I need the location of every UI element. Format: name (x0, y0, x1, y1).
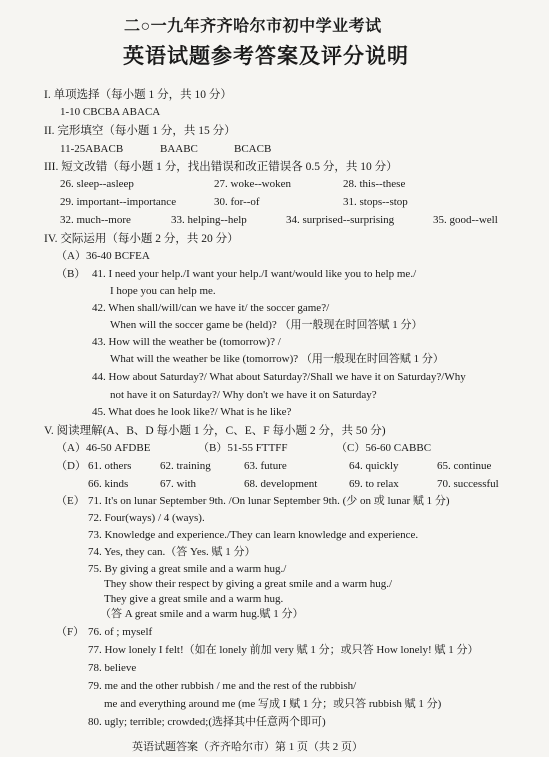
page-title: 英语试题参考答案及评分说明 (123, 44, 409, 68)
answer-77: 77. How lonely I felt!（如在 lonely 前加 very 赋 1 分；或只答 How lonely! 赋 1 分） (88, 644, 479, 656)
list-item: 62. training (160, 460, 211, 472)
list-item: 27. woke--woken (214, 178, 291, 190)
answer-79-alt: me and everything around me (me 写成 I 赋 1 分；或只答 rubbish 赋 1 分) (104, 698, 442, 710)
answer-74: 74. Yes, they can.（答 Yes. 赋 1 分） (88, 546, 256, 558)
answer-71: 71. It's on lunar September 9th. /On lunar September 9th. (少 on 或 lunar 赋 1 分) (88, 495, 450, 507)
answer-73: 73. Knowledge and experience./They can learn knowledge and experience. (88, 529, 419, 541)
section-4-part-a: （A）36-40 BCFEA (56, 250, 150, 262)
answer-75-note: （答 A great smile and a warm hug.赋 1 分） (100, 608, 304, 620)
section-1-heading: I. 单项选择（每小题 1 分，共 10 分） (44, 89, 232, 101)
answer-42-alt: When will the soccer game be (held)? （用一般现在时回答赋 1 分） (110, 319, 423, 331)
answer-80: 80. ugly; terrible; crowded;(选择其中任意两个即可) (88, 716, 326, 728)
section-5-part-c: （C）56-60 CABBC (336, 442, 432, 454)
answer-41-alt: I hope you can help me. (110, 285, 216, 297)
list-item: 32. much--more (60, 214, 131, 226)
answer-72: 72. Four(ways) / 4 (ways). (88, 512, 205, 524)
page-footer: 英语试题答案（齐齐哈尔市）第 1 页（共 2 页） (132, 741, 363, 753)
section-5-heading: V. 阅读理解(A、B、D 每小题 1 分，C、E、F 每小题 2 分，共 50 分) (44, 425, 386, 437)
section-5-part-e-label: （E） (56, 495, 85, 507)
list-item: 34. surprised--surprising (286, 214, 395, 226)
list-item: 66. kinds (88, 478, 129, 490)
exam-title: 二○一九年齐齐哈尔市初中学业考试 (124, 18, 382, 35)
answer-44-alt: not have it on Saturday?/ Why don't we have it on Saturday? (110, 389, 377, 401)
list-item: 26. sleep--asleep (60, 178, 134, 190)
list-item: 28. this--these (343, 178, 406, 190)
answer-41: 41. I need your help./I want your help./I want/would like you to help me./ (92, 268, 417, 280)
list-item: 29. important--importance (60, 196, 177, 208)
list-item: 65. continue (437, 460, 492, 472)
answer-75: 75. By giving a great smile and a warm hug./ (88, 563, 287, 575)
list-item: 31. stops--stop (343, 196, 408, 208)
list-item: 35. good--well (433, 214, 498, 226)
section-5-part-a: （A）46-50 AFDBE (56, 442, 151, 454)
section-2-answers-a: 11-25ABACB (60, 143, 124, 155)
section-5-part-d-label: （D） (56, 460, 86, 472)
list-item: 64. quickly (349, 460, 399, 472)
list-item: 70. successful (437, 478, 499, 490)
answer-75-alt-2: They give a great smile and a warm hug. (104, 593, 284, 605)
section-5-part-f-label: （F） (56, 626, 85, 638)
answer-79: 79. me and the other rubbish / me and the rest of the rubbish/ (88, 680, 357, 692)
answer-75-alt-1: They show their respect by giving a great smile and a warm hug./ (104, 578, 393, 590)
section-1-answers: 1-10 CBCBA ABACA (60, 106, 161, 118)
list-item: 69. to relax (349, 478, 399, 490)
answer-42: 42. When shall/will/can we have it/ the soccer game?/ (92, 302, 330, 314)
answer-43-alt: What will the weather be like (tomorrow)? （用一般现在时回答赋 1 分） (110, 353, 444, 365)
list-item: 67. with (160, 478, 197, 490)
section-2-answers-b: BAABC (160, 143, 198, 155)
answer-45: 45. What does he look like?/ What is he like? (92, 406, 292, 418)
answer-43: 43. How will the weather be (tomorrow)? / (92, 336, 281, 348)
answer-44: 44. How about Saturday?/ What about Saturday?/Shall we have it on Saturday?/Why (92, 371, 466, 383)
section-2-answers-c: BCACB (234, 143, 272, 155)
section-3-heading: III. 短文改错（每小题 1 分，找出错误和改正错误各 0.5 分，共 10 分） (44, 161, 398, 173)
section-4-part-b-label: （B） (56, 268, 86, 280)
answer-76: 76. of ; myself (88, 626, 153, 638)
answer-78: 78. believe (88, 662, 137, 674)
list-item: 63. future (244, 460, 287, 472)
list-item: 61. others (88, 460, 132, 472)
list-item: 33. helping--help (171, 214, 247, 226)
list-item: 68. development (244, 478, 318, 490)
section-4-heading: IV. 交际运用（每小题 2 分，共 20 分） (44, 233, 239, 245)
section-2-heading: II. 完形填空（每小题 1 分，共 15 分） (44, 125, 236, 137)
list-item: 30. for--of (214, 196, 260, 208)
section-5-part-b: （B）51-55 FTTFF (198, 442, 288, 454)
